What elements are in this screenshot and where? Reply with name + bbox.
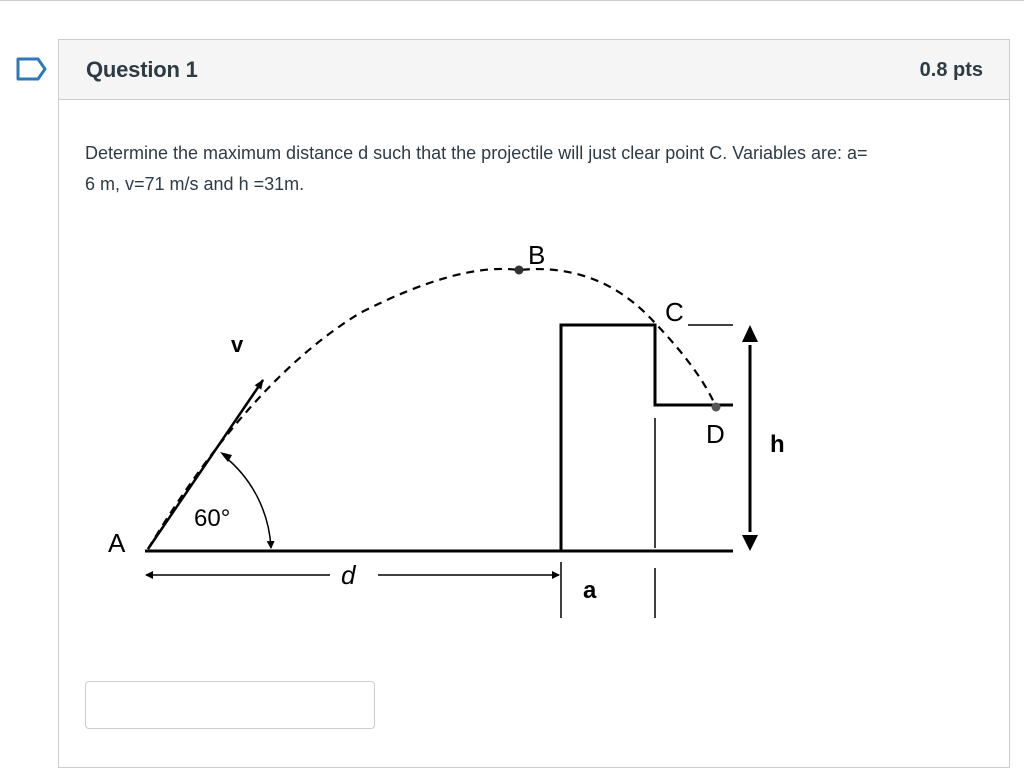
label-point-c: C <box>665 297 684 327</box>
point-b-marker <box>515 266 524 275</box>
label-distance-a: a <box>583 577 597 604</box>
point-d-marker <box>712 403 721 412</box>
label-point-a: A <box>108 528 126 558</box>
label-angle: 60° <box>194 505 231 532</box>
label-velocity: v <box>231 332 244 357</box>
question-points: 0.8 pts <box>919 59 983 81</box>
question-title: Question 1 <box>86 57 198 82</box>
h-arrow-head-top <box>742 325 758 342</box>
angle-arc <box>224 456 271 548</box>
question-text-line-2: 6 m, v=71 m/s and h =31m. <box>85 174 305 194</box>
label-point-d: D <box>706 419 725 449</box>
label-distance-d: d <box>341 560 356 590</box>
label-height: h <box>770 431 785 458</box>
question-text-line-1: Determine the maximum distance d such that the projectile will just clear point C. Variables are: a= <box>85 143 868 163</box>
h-arrow-head-bottom <box>742 535 758 551</box>
trajectory-path <box>148 269 716 549</box>
label-point-b: B <box>528 240 546 270</box>
